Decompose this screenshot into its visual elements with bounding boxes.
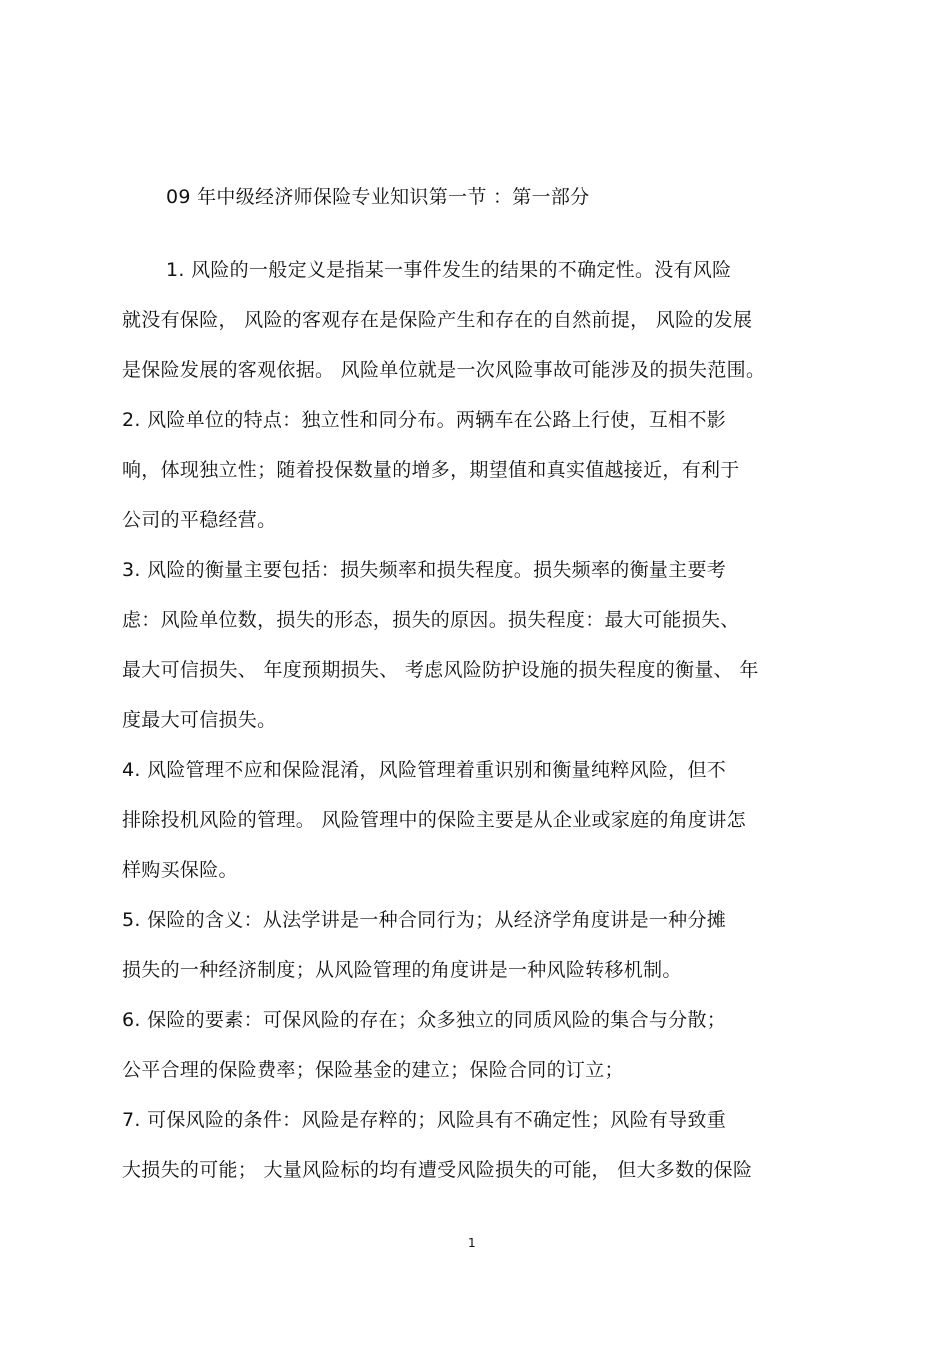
paragraph-line: 损失的一种经济制度；从风险管理的角度讲是一种风险转移机制。 <box>122 959 682 981</box>
paragraph-line: 4. 风险管理不应和保险混淆，风险管理着重识别和衡量纯粹风险，但不 <box>122 759 727 781</box>
paragraph-line: 7. 可保风险的条件：风险是存粹的；风险具有不确定性；风险有导致重 <box>122 1109 727 1131</box>
paragraph-line: 就没有保险， 风险的客观存在是保险产生和存在的自然前提， 风险的发展 <box>122 309 753 331</box>
paragraph-line: 3. 风险的衡量主要包括：损失频率和损失程度。损失频率的衡量主要考 <box>122 559 727 581</box>
page-number: 1 <box>468 1236 476 1250</box>
paragraph-line: 2. 风险单位的特点：独立性和同分布。两辆车在公路上行使，互相不影 <box>122 409 727 431</box>
paragraph-line: 5. 保险的含义：从法学讲是一种合同行为；从经济学角度讲是一种分摊 <box>122 909 727 931</box>
paragraph-line: 排除投机风险的管理。 风险管理中的保险主要是从企业或家庭的角度讲怎 <box>122 809 746 831</box>
paragraph-line: 1. 风险的一般定义是指某一事件发生的结果的不确定性。没有风险 <box>166 259 732 281</box>
paragraph-line: 样购买保险。 <box>122 859 238 881</box>
paragraph-line: 大损失的可能； 大量风险标的均有遭受风险损失的可能， 但大多数的保险 <box>122 1159 753 1181</box>
paragraph-line: 虑：风险单位数，损失的形态，损失的原因。损失程度：最大可能损失、 <box>122 609 740 631</box>
paragraph-line: 公司的平稳经营。 <box>122 509 277 531</box>
paragraph-line: 是保险发展的客观依据。 风险单位就是一次风险事故可能涉及的损失范围。 <box>122 359 766 381</box>
paragraph-line: 6. 保险的要素：可保风险的存在；众多独立的同质风险的集合与分散； <box>122 1009 727 1031</box>
paragraph-line: 最大可信损失、 年度预期损失、 考虑风险防护设施的损失程度的衡量、 年 <box>122 659 759 681</box>
document-title: 09 年中级经济师保险专业知识第一节 ：第一部分 <box>166 186 590 208</box>
paragraph-line: 响，体现独立性；随着投保数量的增多，期望值和真实值越接近，有利于 <box>122 459 740 481</box>
paragraph-line: 公平合理的保险费率；保险基金的建立；保险合同的订立； <box>122 1059 624 1081</box>
paragraph-line: 度最大可信损失。 <box>122 709 277 731</box>
